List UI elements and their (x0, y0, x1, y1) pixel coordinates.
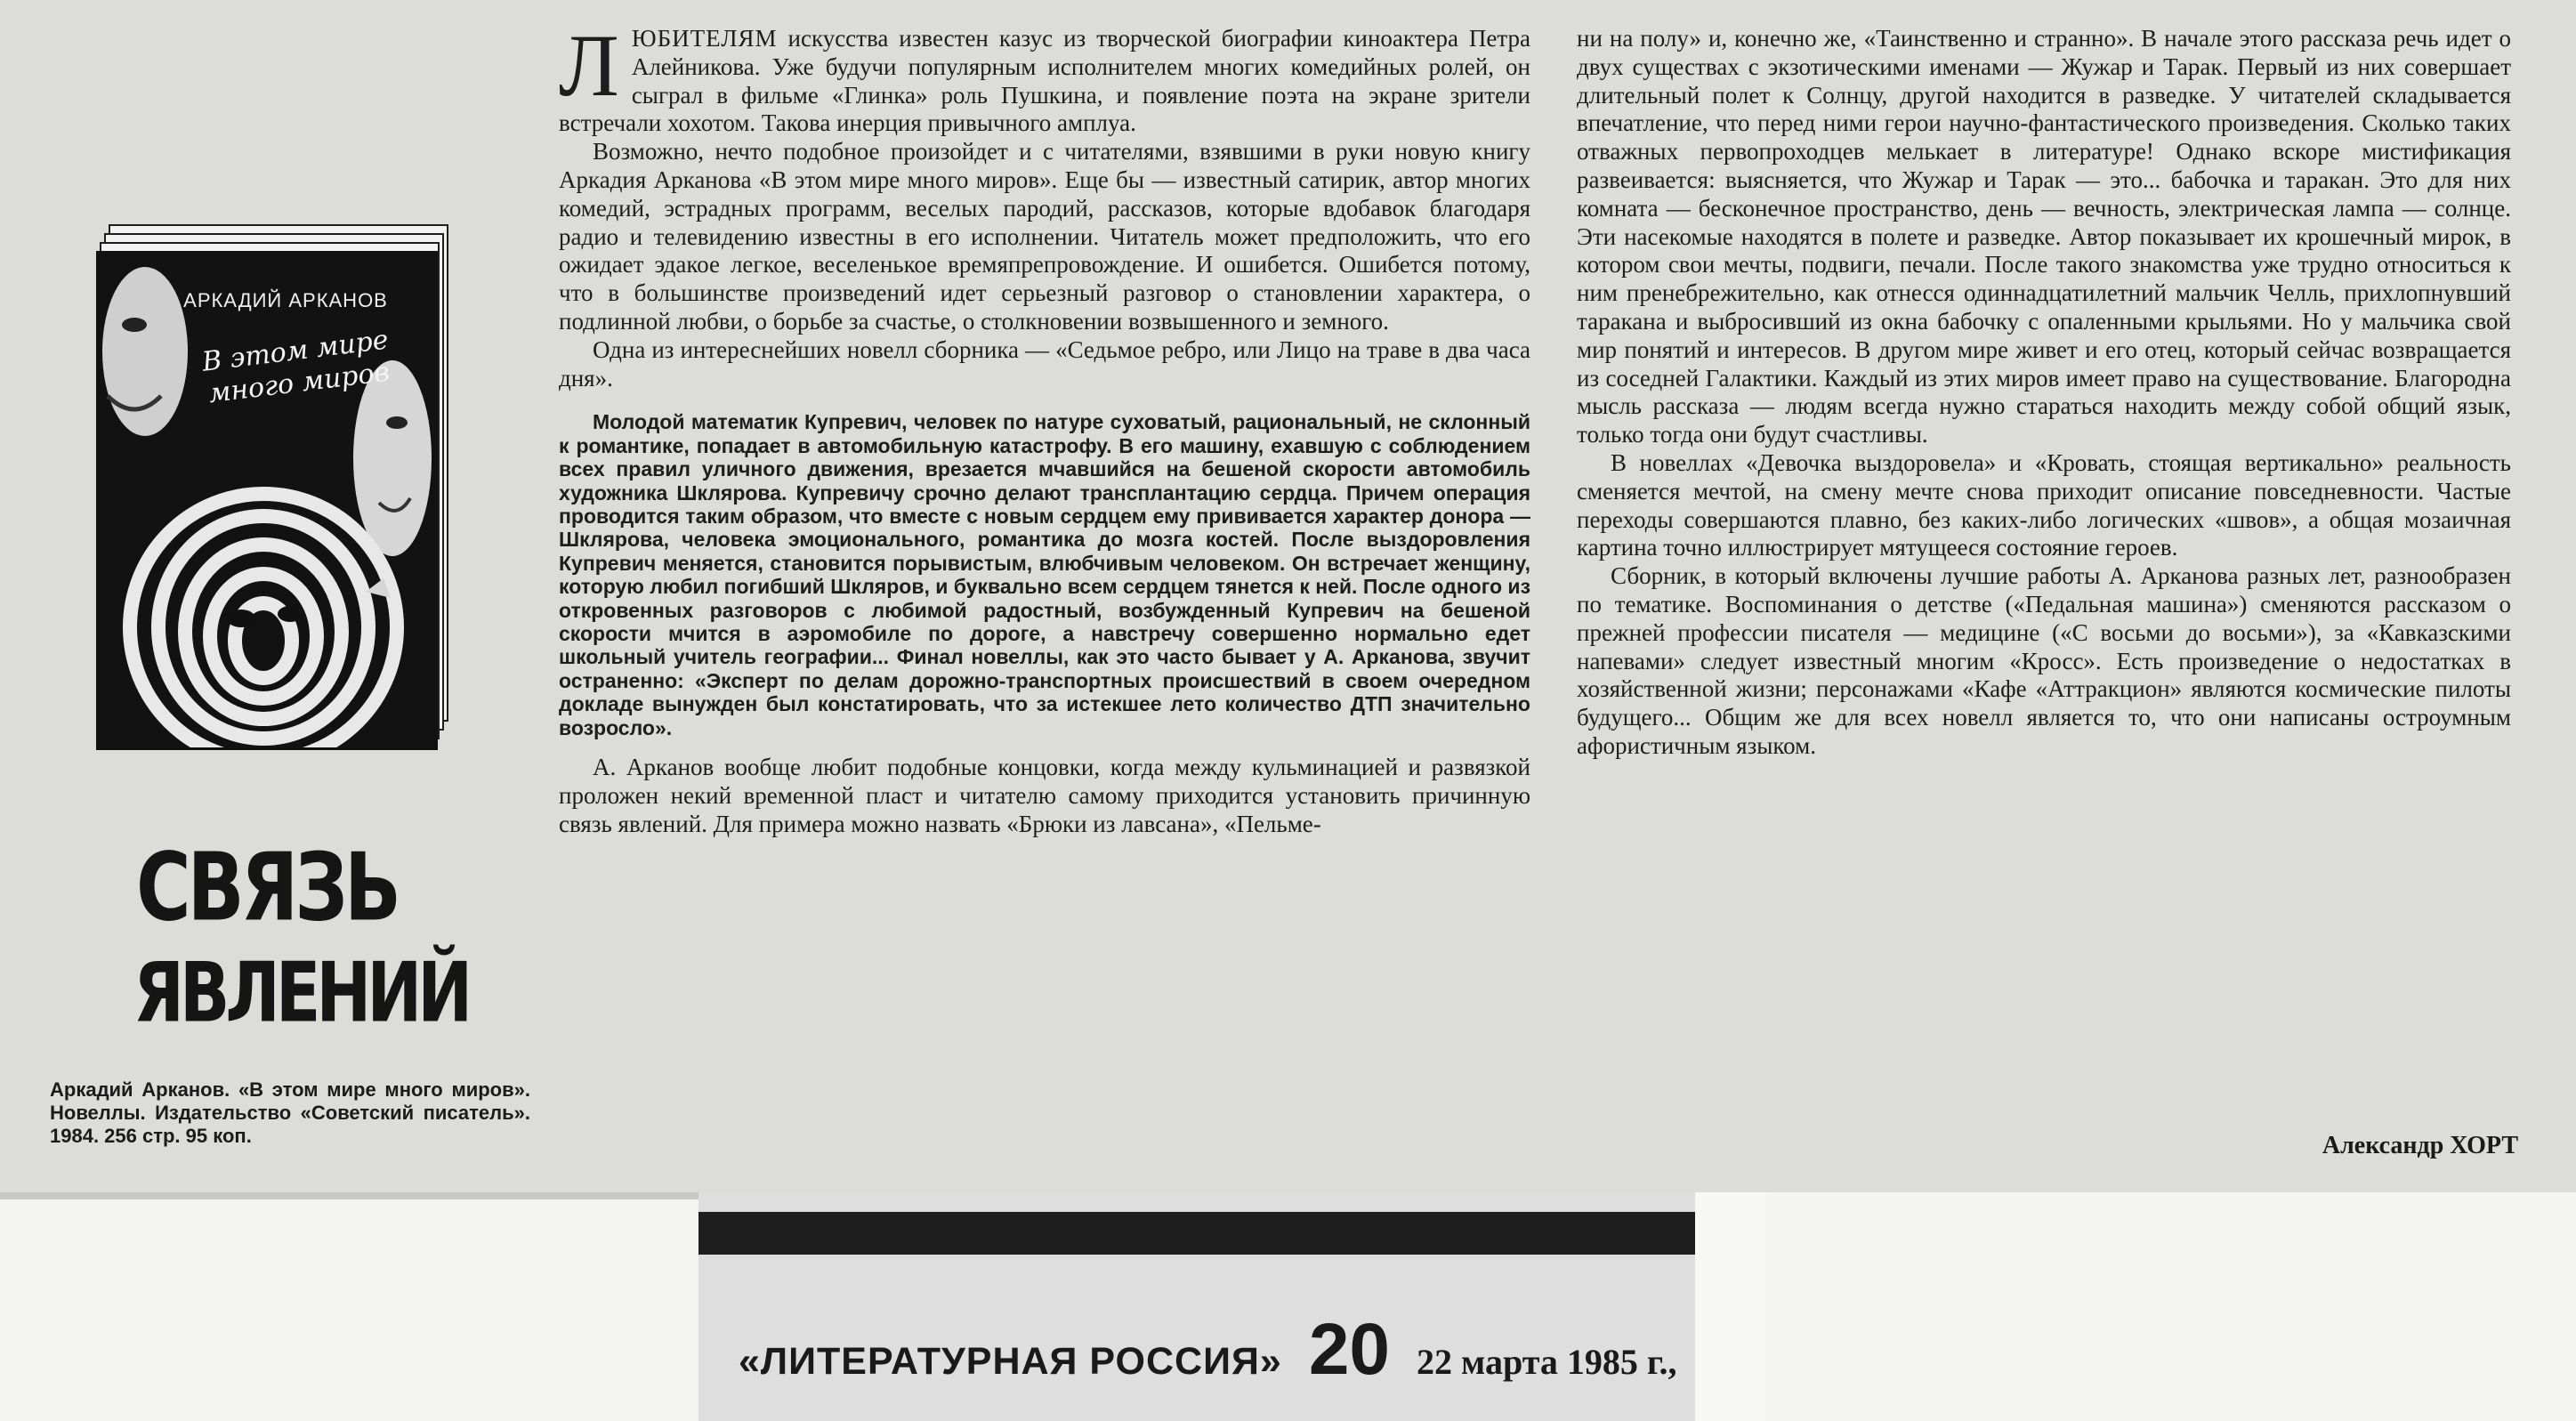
article-paragraph: Одна из интереснейших новелл сборника — «Седьмое ребро, или Лицо на траве в два часа дня». (559, 335, 1530, 392)
story-synopsis: Молодой математик Купревич, человек по натуре суховатый, рациональный, не склонный к романтике, попадает в автомобильную катастрофу. В его машину, ехавшую с соблюдением всех правил уличного движения, врезается мчавшийся на бешеной скорости автомобиль художника Шклярова. Купревичу срочно делают трансплантацию сердца. Причем операция проводится таким образом, что вместе с новым сердцем ему прививается характер донора — Шклярова, человека эмоционального, романтика до мозга костей. После выздоровления Купревич меняется, становится порывистым, влюбчивым человеком. Он встречает женщину, которую любил погибший Шкляров, и буквально всем сердцем тянется к ней. После одного из откровенных разговоров с любимой радостный, возбужденный Купревич на бешеной скорости мчится в аэромобиле по дороге, а навстречу совершенно нормально едет школьный учитель географии... Финал новеллы, как это часто бывает у А. Арканова, звучит остраненно: «Эксперт по делам дорожно-транспортных происшествий в своем очередном докладе вынужден был констатировать, что за истекшее лето количество ДТП значительно возросло». (559, 410, 1530, 739)
issue-date: 22 марта 1985 г., (1417, 1342, 1677, 1382)
article-column-right (1577, 25, 2511, 761)
lead-text: искусства известен казус из творческой биографии киноактера Петра Алейникова. Уже будучи популярным исполнителем многих комедийных ролей, он сыграл в фильме «Глинка» роль Пушкина, и появление поэта на экране зрители встречали хохотом. Такова инерция привычного амплуа. (559, 25, 1530, 137)
article-paragraph: Возможно, нечто подобное произойдет и с читателями, взявшими в руки новую книгу Аркадия Арканова «В этом мире много миров». Еще бы — известный сатирик, автор многих комедий, эстрадных программ, веселых пародий, рассказов, которые вдобавок благодаря радио и телевидению известны в его исполнении. Читатель может предположить, что его ожидает эдакое легкое, веселенькое времяпрепровождение. И ошибется. Ошибется потому, что в большинстве произведений идет серьезный разговор о становлении характера, о подлинной любви, о борьбе за счастье, о столкновении возвышенного и земного. (559, 138, 1530, 335)
book-cover-illustration (96, 224, 445, 745)
headline-line-1: СВЯЗЬ (135, 832, 399, 942)
headline-line-2: ЯВЛЕНИЙ (133, 945, 469, 1041)
newspaper-masthead (739, 1308, 1717, 1388)
drop-cap: Л (559, 16, 619, 115)
author-signature: Александр ХОРТ (2322, 1132, 2518, 1159)
article-paragraph: А. Арканов вообще любит подобные концовки, когда между кульминацией и развязкой проложен некий временной пласт и читателю самому приходится установить причинную связь явлений. Для примера можно назвать «Брюки из лавсана», «Пельме- (559, 754, 1530, 837)
lead-caps: ЮБИТЕЛЯМ (631, 25, 778, 52)
article-paragraph: Сборник, в который включены лучшие работы А. Арканова разных лет, разнообразен по тематике. Воспоминания о детстве («Педальная машина») сменяются рассказом о прежней профессии писателя — медицине («С восьми до восьми»), за «Кавказскими напевами» следует известный многим «Кросс». Есть произведение о недостатках в хозяйственной жизни; персонажами «Кафе «Аттракцион» являются космические пилоты будущего... Общим же для всех новелл является то, что они написаны остроумным афористичным языком. (1577, 562, 2511, 759)
book-cover-author: АРКАДИЙ АРКАНОВ (183, 289, 388, 311)
book-cover-title: В этом мире много миров (200, 324, 392, 410)
article-headline (133, 832, 469, 1055)
book-bibliographic-note: Аркадий Арканов. «В этом мире много миров». Новеллы. Издательство «Советский писатель». 1984. 256 стр. 95 коп. (50, 1078, 530, 1147)
article-column-middle (559, 16, 1530, 838)
article-paragraph: В новеллах «Девочка выздоровела» и «Кровать, стоящая вертикально» реальность сменяется мечтой, на смену мечте снова приходит описание повседневности. Частые переходы совершаются плавно, без каких-либо логических «швов», а общая мозаичная картина точно иллюстрирует мятущееся состояние героев. (1577, 448, 2511, 561)
newspaper-name: «ЛИТЕРАТУРНАЯ РОССИЯ» (739, 1340, 1282, 1383)
book-cover (96, 251, 438, 750)
article-paragraph: ни на полу» и, конечно же, «Таинственно и странно». В начале этого рассказа речь идет о двух существах с экзотическими именами — Жужар и Тарак. Первый из них совершает длительный полет к Солнцу, другой находится в разведке. У читателей складывается впечатление, что перед ними герои научно-фантастического произведения. Сколько таких отважных первопроходцев мелькает в литературе! Однако вскоре мистификация развеивается: выясняется, что Жужар и Тарак — это... бабочка и таракан. Это для них комната — бесконечное пространство, день — вечность, электрическая лампа — солнце. Эти насекомые находятся в полете и разведке. Автор показывает их крошечный мирок, в котором свои мечты, подвиги, печали. После такого знакомства уже трудно относиться к ним пренебрежительно, как отнесся одиннадцатилетний мальчик Челль, прихлопнувший таракана и выбросивший из окна бабочку с опаленными крыльями. Но у мальчика свой мир понятий и интересов. В другом мире живет и его отец, который сейчас возвращается из соседней Галактики. Каждый из этих миров имеет право на существование. Благородна мысль рассказа — людям всегда нужно стараться находить между собой общий язык, только тогда они будут счастливы. (1577, 25, 2511, 448)
masthead-rule (699, 1212, 1695, 1255)
issue-number: 20 (1308, 1309, 1391, 1390)
article-paragraph-lead (559, 16, 1530, 138)
